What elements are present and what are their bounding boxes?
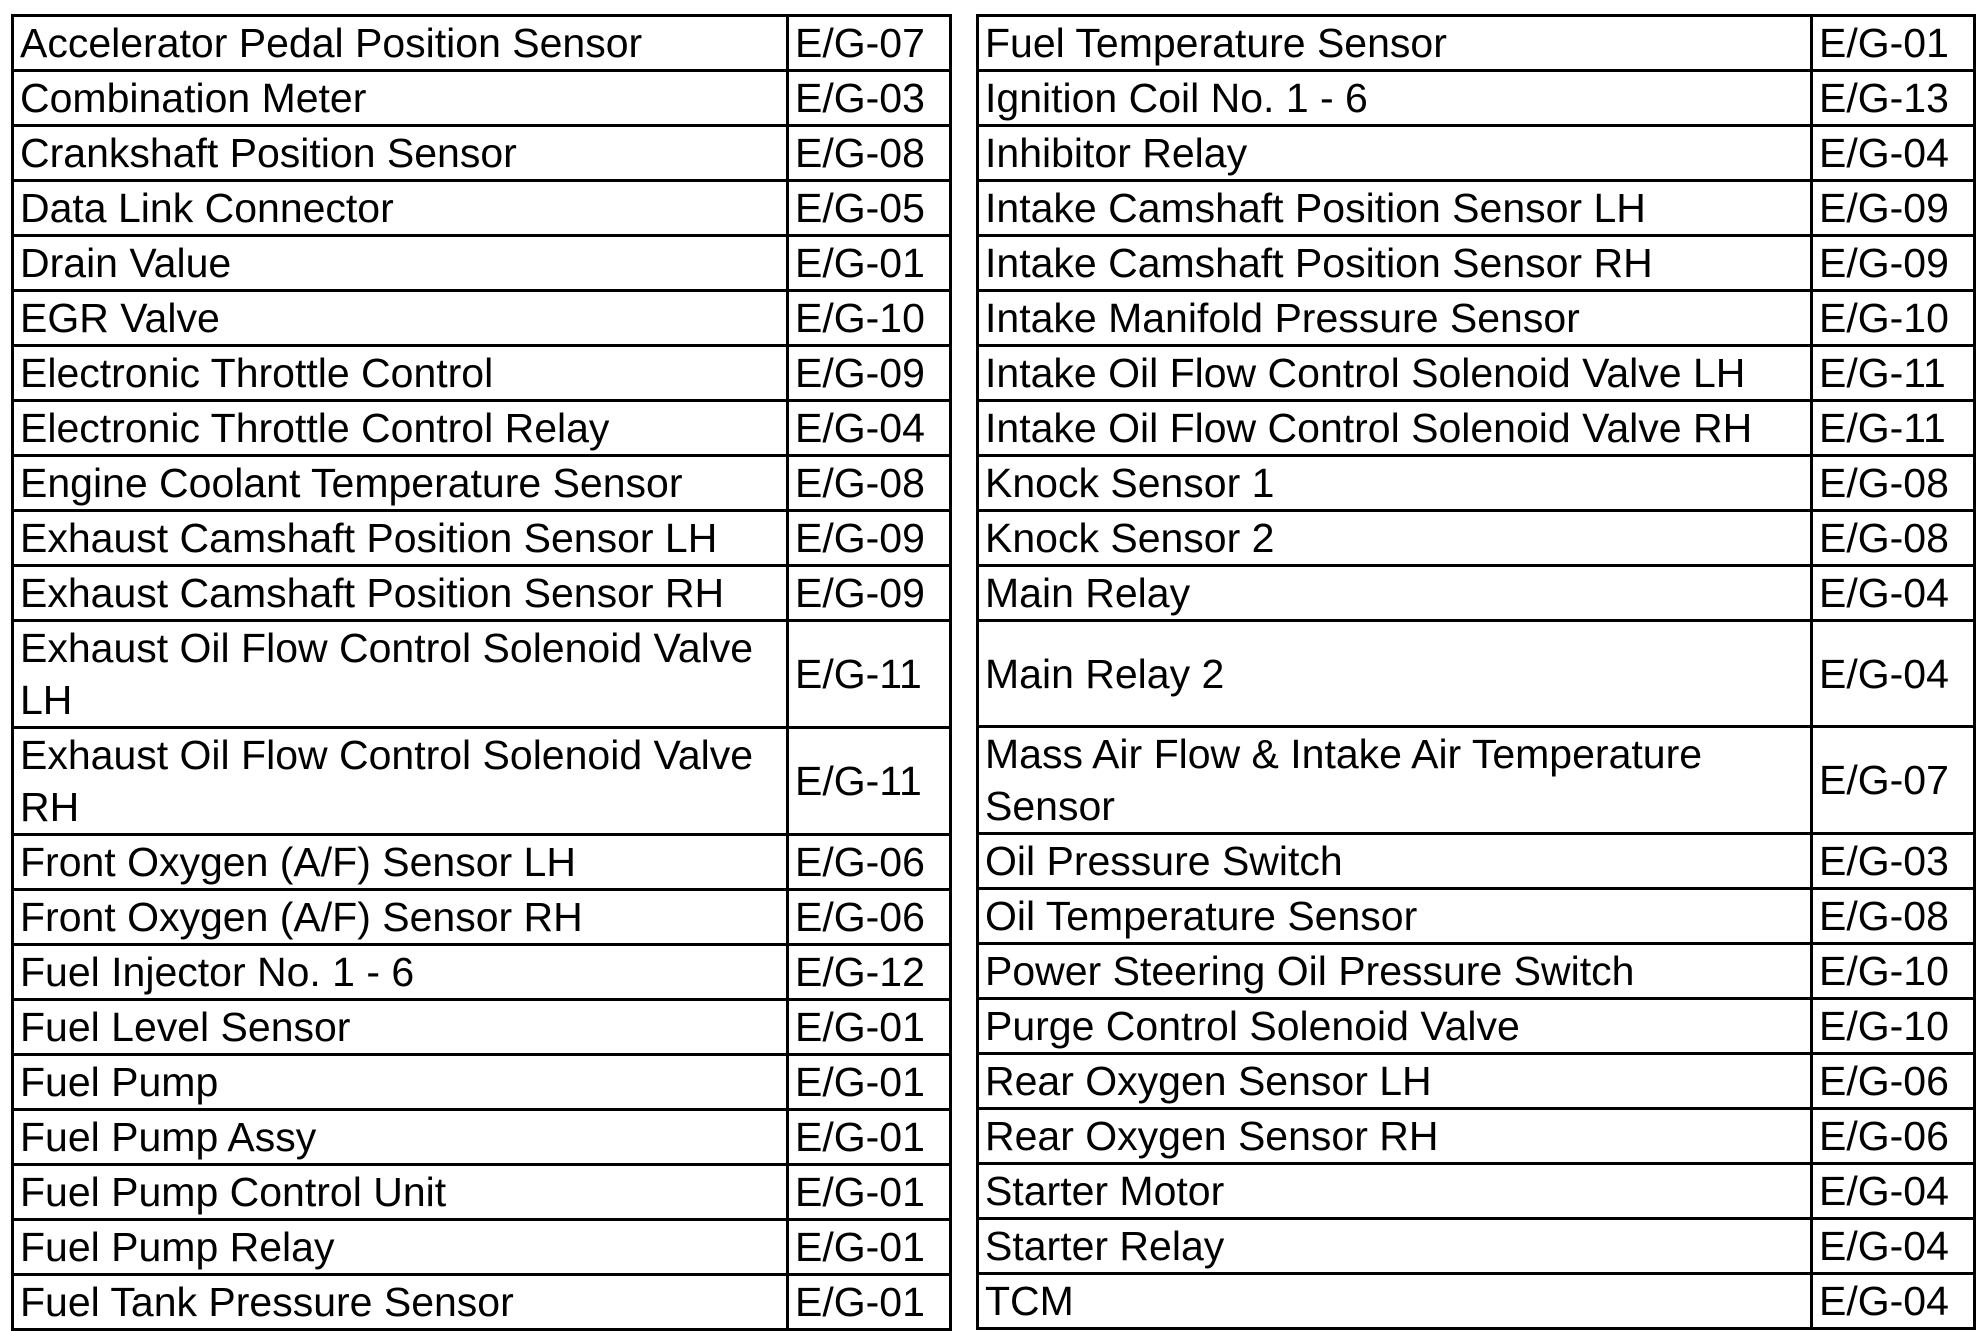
connector-code: E/G-11 bbox=[788, 728, 951, 835]
table-row bbox=[13, 835, 951, 890]
connector-code: E/G-04 bbox=[1812, 1274, 1975, 1329]
connector-code: E/G-01 bbox=[788, 1275, 951, 1330]
component-name: Power Steering Oil Pressure Switch bbox=[978, 944, 1812, 999]
table-row bbox=[13, 1055, 951, 1110]
table-row bbox=[13, 621, 951, 728]
component-name: Main Relay 2 bbox=[978, 621, 1812, 727]
component-name: Data Link Connector bbox=[13, 181, 788, 236]
component-name: Fuel Injector No. 1 - 6 bbox=[13, 945, 788, 1000]
component-name: Oil Pressure Switch bbox=[978, 834, 1812, 889]
table-row bbox=[13, 346, 951, 401]
component-name: Inhibitor Relay bbox=[978, 126, 1812, 181]
connector-code: E/G-01 bbox=[788, 1165, 951, 1220]
component-name: Electronic Throttle Control Relay bbox=[13, 401, 788, 456]
table-row bbox=[13, 566, 951, 621]
component-name: Intake Manifold Pressure Sensor bbox=[978, 291, 1812, 346]
connector-code: E/G-05 bbox=[788, 181, 951, 236]
table-row bbox=[13, 71, 951, 126]
table-row bbox=[978, 1219, 1975, 1274]
component-name: Fuel Pump Relay bbox=[13, 1220, 788, 1275]
component-name: Fuel Pump Assy bbox=[13, 1110, 788, 1165]
component-name: Intake Camshaft Position Sensor LH bbox=[978, 181, 1812, 236]
connector-code: E/G-04 bbox=[788, 401, 951, 456]
connector-code: E/G-08 bbox=[788, 126, 951, 181]
connector-code: E/G-09 bbox=[788, 346, 951, 401]
table-row bbox=[13, 16, 951, 71]
table-row bbox=[978, 1164, 1975, 1219]
table-row bbox=[13, 236, 951, 291]
connector-code: E/G-03 bbox=[1812, 834, 1975, 889]
component-name: Ignition Coil No. 1 - 6 bbox=[978, 71, 1812, 126]
table-row bbox=[978, 727, 1975, 834]
component-name: Front Oxygen (A/F) Sensor RH bbox=[13, 890, 788, 945]
connector-code: E/G-06 bbox=[788, 835, 951, 890]
table-row bbox=[978, 181, 1975, 236]
component-name: Starter Relay bbox=[978, 1219, 1812, 1274]
connector-code: E/G-11 bbox=[1812, 346, 1975, 401]
connector-code: E/G-11 bbox=[788, 621, 951, 728]
component-name: Oil Temperature Sensor bbox=[978, 889, 1812, 944]
table-row bbox=[978, 16, 1975, 71]
component-name: Knock Sensor 2 bbox=[978, 511, 1812, 566]
connector-code: E/G-09 bbox=[1812, 181, 1975, 236]
table-row bbox=[978, 621, 1975, 727]
component-name: Fuel Temperature Sensor bbox=[978, 16, 1812, 71]
table-row bbox=[978, 1109, 1975, 1164]
connector-code: E/G-10 bbox=[788, 291, 951, 346]
component-name: Mass Air Flow & Intake Air Temperature Sensor bbox=[978, 727, 1812, 834]
connector-code: E/G-06 bbox=[1812, 1054, 1975, 1109]
table-row bbox=[978, 71, 1975, 126]
connector-code: E/G-08 bbox=[1812, 889, 1975, 944]
connector-code: E/G-09 bbox=[1812, 236, 1975, 291]
component-name: Exhaust Oil Flow Control Solenoid Valve RH bbox=[13, 728, 788, 835]
connector-code: E/G-12 bbox=[788, 945, 951, 1000]
component-name: Rear Oxygen Sensor RH bbox=[978, 1109, 1812, 1164]
table-row bbox=[13, 1165, 951, 1220]
table-row bbox=[13, 291, 951, 346]
connector-code: E/G-10 bbox=[1812, 944, 1975, 999]
component-name: Starter Motor bbox=[978, 1164, 1812, 1219]
connector-code: E/G-07 bbox=[1812, 727, 1975, 834]
component-name: TCM bbox=[978, 1274, 1812, 1329]
connector-code: E/G-06 bbox=[788, 890, 951, 945]
component-name: Exhaust Camshaft Position Sensor LH bbox=[13, 511, 788, 566]
connector-code: E/G-04 bbox=[1812, 1219, 1975, 1274]
connector-code: E/G-01 bbox=[788, 1055, 951, 1110]
component-name: Electronic Throttle Control bbox=[13, 346, 788, 401]
right-component-table bbox=[976, 14, 1976, 1330]
table-row bbox=[978, 1054, 1975, 1109]
table-row bbox=[978, 944, 1975, 999]
connector-code: E/G-08 bbox=[788, 456, 951, 511]
connector-code: E/G-04 bbox=[1812, 566, 1975, 621]
table-row bbox=[978, 456, 1975, 511]
table-row bbox=[978, 291, 1975, 346]
table-row bbox=[13, 890, 951, 945]
component-name: Main Relay bbox=[978, 566, 1812, 621]
component-name: Intake Oil Flow Control Solenoid Valve RH bbox=[978, 401, 1812, 456]
table-row bbox=[13, 456, 951, 511]
right-table-body bbox=[978, 16, 1975, 1329]
table-row bbox=[978, 566, 1975, 621]
component-name: Rear Oxygen Sensor LH bbox=[978, 1054, 1812, 1109]
table-row bbox=[13, 126, 951, 181]
component-name: Combination Meter bbox=[13, 71, 788, 126]
connector-code: E/G-04 bbox=[1812, 1164, 1975, 1219]
table-row bbox=[978, 346, 1975, 401]
left-component-table bbox=[11, 14, 952, 1331]
table-row bbox=[978, 401, 1975, 456]
table-row bbox=[13, 181, 951, 236]
component-name: Knock Sensor 1 bbox=[978, 456, 1812, 511]
connector-code: E/G-09 bbox=[788, 511, 951, 566]
table-row bbox=[978, 236, 1975, 291]
component-name: Purge Control Solenoid Valve bbox=[978, 999, 1812, 1054]
component-name: Exhaust Oil Flow Control Solenoid Valve LH bbox=[13, 621, 788, 728]
table-row bbox=[13, 1220, 951, 1275]
table-row bbox=[978, 126, 1975, 181]
table-row bbox=[13, 1275, 951, 1330]
connector-code: E/G-11 bbox=[1812, 401, 1975, 456]
component-name: Front Oxygen (A/F) Sensor LH bbox=[13, 835, 788, 890]
connector-code: E/G-01 bbox=[788, 1000, 951, 1055]
connector-code: E/G-01 bbox=[1812, 16, 1975, 71]
connector-code: E/G-01 bbox=[788, 236, 951, 291]
component-name: Fuel Level Sensor bbox=[13, 1000, 788, 1055]
connector-code: E/G-10 bbox=[1812, 999, 1975, 1054]
table-row bbox=[978, 1274, 1975, 1329]
table-row bbox=[978, 834, 1975, 889]
component-name: Exhaust Camshaft Position Sensor RH bbox=[13, 566, 788, 621]
left-table-body bbox=[13, 16, 951, 1330]
connector-code: E/G-07 bbox=[788, 16, 951, 71]
table-row bbox=[978, 511, 1975, 566]
connector-code: E/G-01 bbox=[788, 1110, 951, 1165]
component-name: Drain Value bbox=[13, 236, 788, 291]
table-row bbox=[13, 728, 951, 835]
table-row bbox=[13, 401, 951, 456]
connector-code: E/G-03 bbox=[788, 71, 951, 126]
table-row bbox=[13, 945, 951, 1000]
component-name: Intake Camshaft Position Sensor RH bbox=[978, 236, 1812, 291]
connector-code: E/G-08 bbox=[1812, 456, 1975, 511]
table-row bbox=[13, 511, 951, 566]
table-row bbox=[978, 999, 1975, 1054]
connector-code: E/G-09 bbox=[788, 566, 951, 621]
component-name: Fuel Pump bbox=[13, 1055, 788, 1110]
connector-code: E/G-04 bbox=[1812, 621, 1975, 727]
connector-code: E/G-13 bbox=[1812, 71, 1975, 126]
table-row bbox=[13, 1110, 951, 1165]
table-row bbox=[978, 889, 1975, 944]
connector-code: E/G-08 bbox=[1812, 511, 1975, 566]
component-name: Crankshaft Position Sensor bbox=[13, 126, 788, 181]
component-name: Fuel Tank Pressure Sensor bbox=[13, 1275, 788, 1330]
component-name: Engine Coolant Temperature Sensor bbox=[13, 456, 788, 511]
table-row bbox=[13, 1000, 951, 1055]
connector-code: E/G-01 bbox=[788, 1220, 951, 1275]
component-name: Accelerator Pedal Position Sensor bbox=[13, 16, 788, 71]
component-name: EGR Valve bbox=[13, 291, 788, 346]
connector-code: E/G-10 bbox=[1812, 291, 1975, 346]
connector-code: E/G-04 bbox=[1812, 126, 1975, 181]
component-name: Intake Oil Flow Control Solenoid Valve LH bbox=[978, 346, 1812, 401]
component-name: Fuel Pump Control Unit bbox=[13, 1165, 788, 1220]
connector-code: E/G-06 bbox=[1812, 1109, 1975, 1164]
